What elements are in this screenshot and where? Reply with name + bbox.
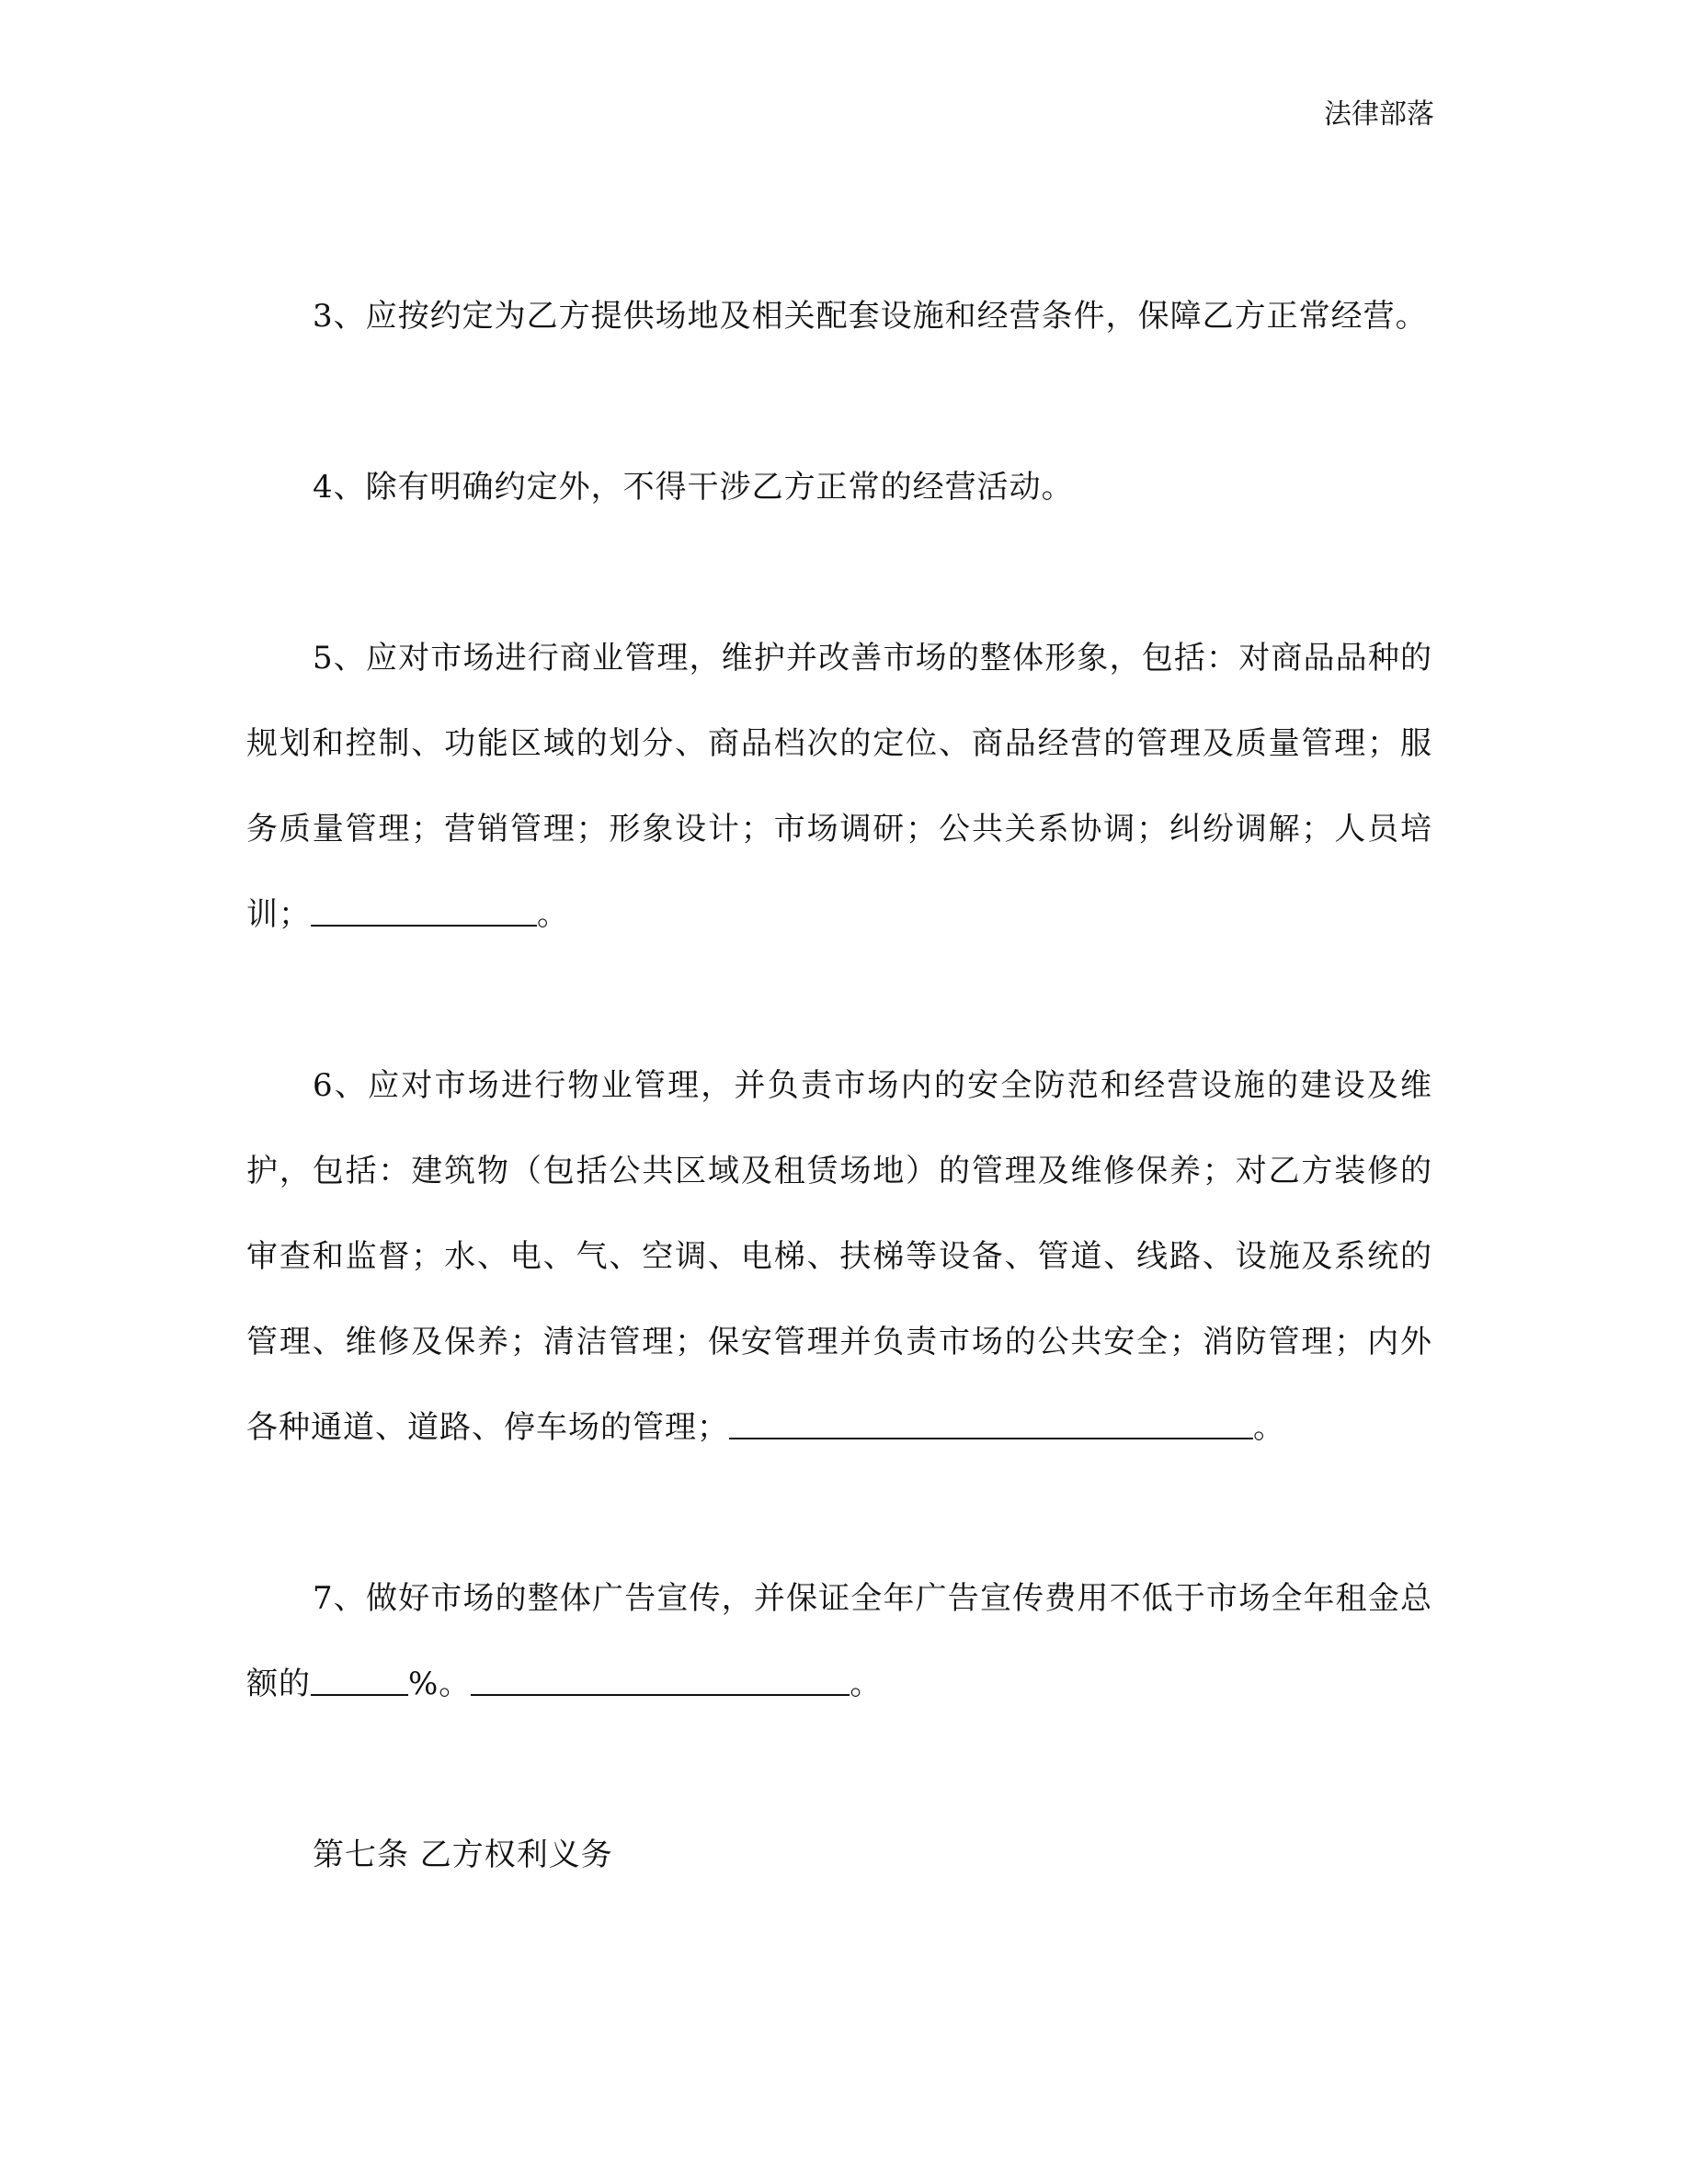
clause-4: 4、除有明确约定外，不得干涉乙方正常的经营活动。: [313, 469, 1074, 506]
clause-7-end: 。: [850, 1666, 883, 1702]
clause-5-end: 。: [537, 896, 569, 933]
fill-in-blank[interactable]: [311, 897, 537, 927]
article-7-heading: 第七条 乙方权利义务: [313, 1837, 613, 1873]
fill-in-blank[interactable]: [471, 1666, 850, 1696]
clause-5-text: 5、应对市场进行商业管理，维护并改善市场的整体形象，包括：对商品品种的规划和控制、功能区域的划分、商品档次的定位、商品经营的管理及质量管理；服务质量管理；营销管理；形象设计；市场调研；公共关系协调；纠纷调解；人员培训；: [246, 640, 1432, 933]
brand-header: 法律部落: [1324, 98, 1434, 131]
clause-6-text: 6、应对市场进行物业管理，并负责市场内的安全防范和经营设施的建设及维护，包括：建筑物（包括公共区域及租赁场地）的管理及维修保养；对乙方装修的审查和监督；水、电、气、空调、电梯、扶梯等设备、管道、线路、设施及系统的管理、维修及保养；清洁管理；保安管理并负责市场的公共安全；消防管理；内外各种通道、道路、停车场的管理；: [246, 1067, 1432, 1446]
percent-blank[interactable]: [311, 1666, 408, 1696]
clause-7-text: 7、做好市场的整体广告宣传，并保证全年广告宣传费用不低于市场全年租金总额的: [246, 1580, 1432, 1702]
clause-3: 3、应按约定为乙方提供场地及相关配套设施和经营条件，保障乙方正常经营。: [313, 298, 1428, 335]
clause-6-end: 。: [1253, 1409, 1285, 1446]
document-body: [246, 274, 1432, 1898]
fill-in-blank[interactable]: [729, 1410, 1253, 1439]
clause-5: [246, 616, 1432, 958]
clause-7: [246, 1556, 1432, 1727]
clause-6: [246, 1043, 1432, 1471]
clause-7-percent: %。: [408, 1666, 472, 1702]
